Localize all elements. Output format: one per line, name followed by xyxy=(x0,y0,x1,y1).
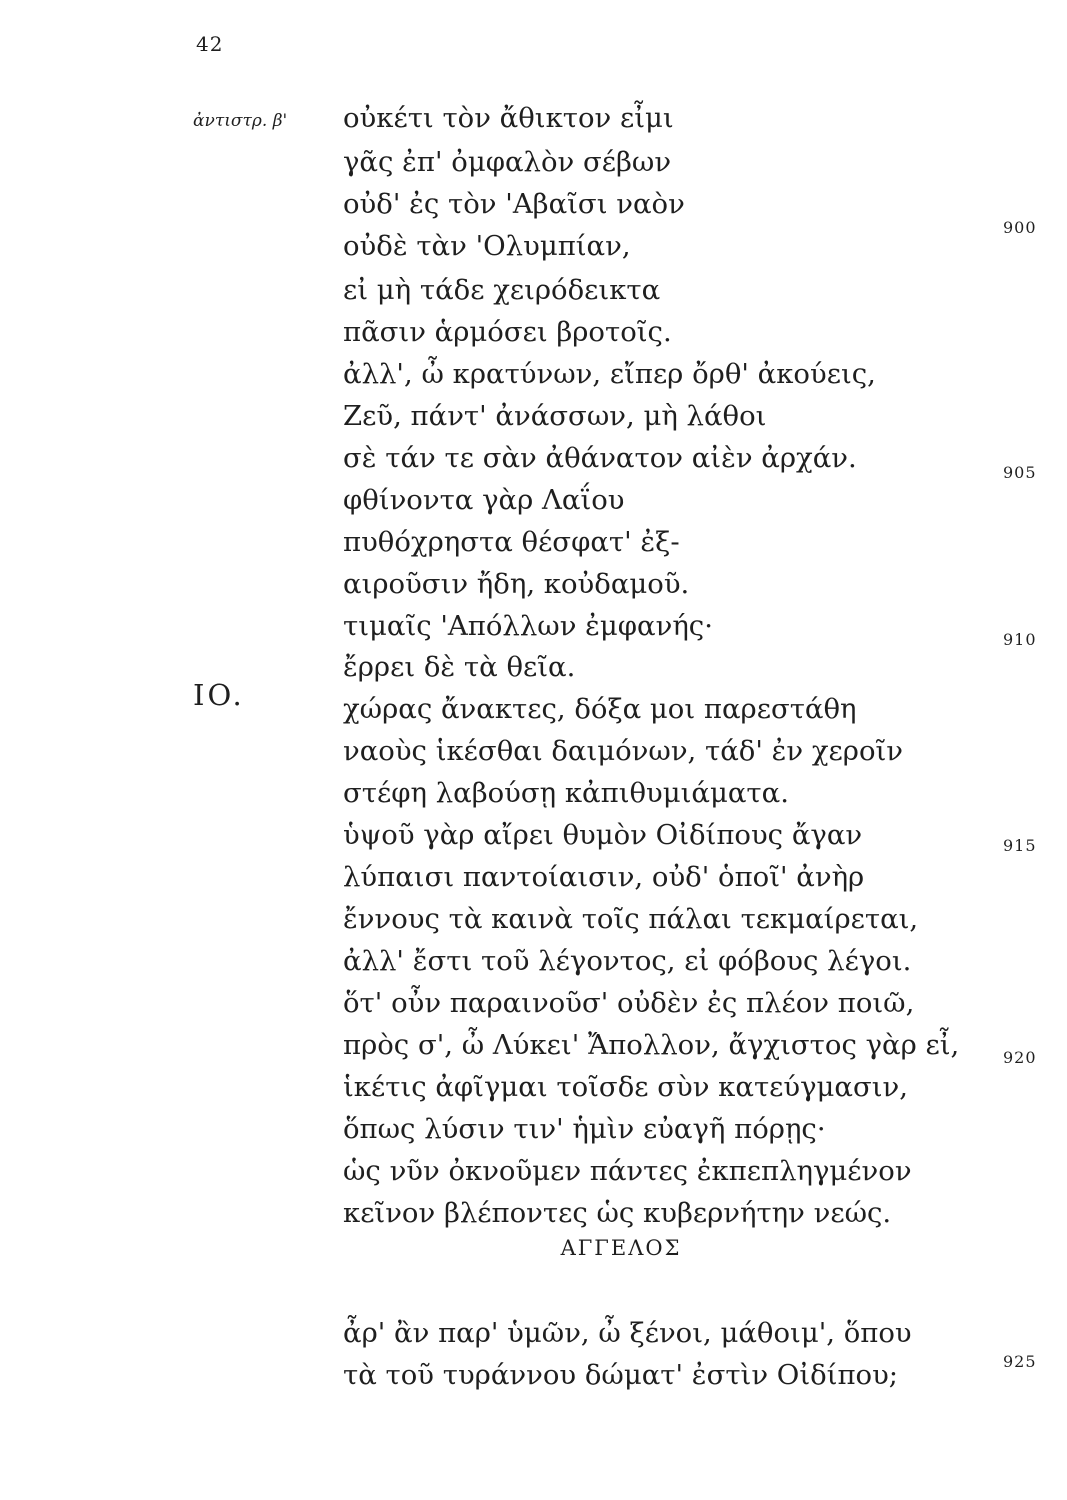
speaker-heading-angelos: ΑΓΓΕΛΟΣ xyxy=(560,1236,682,1260)
verse-line: γᾶς ἐπ' ὀμφαλὸν σέβων xyxy=(343,146,672,178)
line-number: 915 xyxy=(1003,836,1037,855)
verse-line: πρὸς σ', ὦ Λύκει' Ἄπολλον, ἄγχιστος γὰρ εἶ, xyxy=(343,1029,960,1061)
verse-line: οὐδ' ἐς τὸν 'Αβαῖσι ναὸν xyxy=(343,188,685,220)
verse-line: ὅπως λύσιν τιν' ἡμὶν εὐαγῆ πόρῃς· xyxy=(343,1113,826,1145)
line-number: 905 xyxy=(1003,463,1037,482)
verse-line: πᾶσιν ἁρμόσει βροτοῖς. xyxy=(343,316,672,348)
line-number: 910 xyxy=(1003,630,1037,649)
verse-line: τὰ τοῦ τυράννου δώματ' ἐστὶν Οἰδίπου; xyxy=(343,1359,899,1391)
verse-line: ἀλλ', ὦ κρατύνων, εἴπερ ὄρθ' ἀκούεις, xyxy=(343,358,876,390)
verse-line: ὡς νῦν ὀκνοῦμεν πάντες ἐκπεπληγμένον xyxy=(343,1155,912,1187)
verse-line: ὑψοῦ γὰρ αἴρει θυμὸν Οἰδίπους ἄγαν xyxy=(343,819,863,851)
verse-line: λύπαισι παντοίαισιν, οὐδ' ὁποῖ' ἀνὴρ xyxy=(343,861,865,893)
verse-line: ὅτ' οὖν παραινοῦσ' οὐδὲν ἐς πλέον ποιῶ, xyxy=(343,987,915,1019)
verse-line: φθίνοντα γὰρ Λαΐου xyxy=(343,484,625,516)
line-number: 925 xyxy=(1003,1352,1037,1371)
verse-line: στέφη λαβούσῃ κἀπιθυμιάματα. xyxy=(343,777,789,809)
verse-line: πυθόχρηστα θέσφατ' ἐξ- xyxy=(343,526,680,558)
verse-line: οὐκέτι τὸν ἄθικτον εἶμι xyxy=(343,102,674,134)
verse-line: ἔρρει δὲ τὰ θεῖα. xyxy=(343,651,576,683)
verse-line: οὐδὲ τὰν 'Ολυμπίαν, xyxy=(343,230,631,262)
verse-line: χώρας ἄνακτες, δόξα μοι παρεστάθη xyxy=(343,693,857,725)
verse-line: σὲ τάν τε σὰν ἀθάνατον αἰὲν ἀρχάν. xyxy=(343,442,857,474)
verse-line: τιμαῖς 'Απόλλων ἐμφανής· xyxy=(343,610,713,642)
line-number: 900 xyxy=(1003,218,1037,237)
verse-line: αιροῦσιν ἤδη, κοὐδαμοῦ. xyxy=(343,568,690,600)
verse-line: ἔννους τὰ καινὰ τοῖς πάλαι τεκμαίρεται, xyxy=(343,903,919,935)
verse-line: εἰ μὴ τάδε χειρόδεικτα xyxy=(343,274,661,306)
verse-line: ἆρ' ἂν παρ' ὑμῶν, ὦ ξένοι, μάθοιμ', ὅπου xyxy=(343,1317,912,1349)
verse-line: Ζεῦ, πάντ' ἀνάσσων, μὴ λάθοι xyxy=(343,400,767,432)
strophe-label: ἀντιστρ. β' xyxy=(193,111,288,131)
line-number: 920 xyxy=(1003,1048,1037,1067)
verse-line: ἀλλ' ἔστι τοῦ λέγοντος, εἰ φόβους λέγοι. xyxy=(343,945,912,977)
page-number: 42 xyxy=(196,32,224,56)
speaker-io: IO. xyxy=(193,678,245,712)
verse-line: ἱκέτις ἀφῖγμαι τοῖσδε σὺν κατεύγμασιν, xyxy=(343,1071,909,1103)
verse-line: ναοὺς ἱκέσθαι δαιμόνων, τάδ' ἐν χεροῖν xyxy=(343,735,904,767)
verse-line: κεῖνον βλέποντες ὡς κυβερνήτην νεώς. xyxy=(343,1197,892,1229)
